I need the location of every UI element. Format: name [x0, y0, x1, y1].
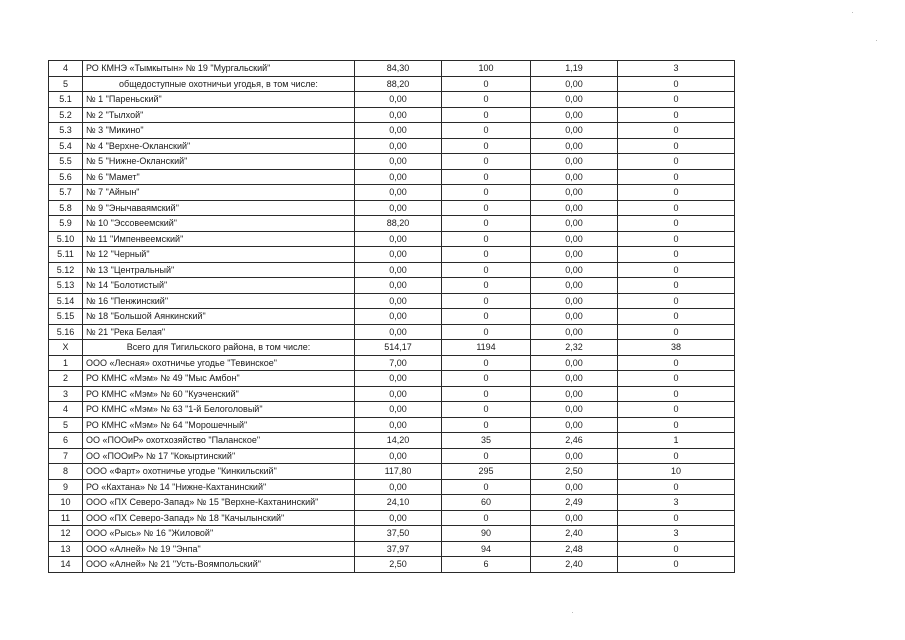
row-number-cell: 2 [49, 371, 83, 387]
table-row [49, 138, 735, 154]
row-density-cell: 0,00 [531, 138, 618, 154]
row-area-cell: 0,00 [355, 185, 442, 201]
row-area-cell: 0,00 [355, 169, 442, 185]
row-number-cell: 5.12 [49, 262, 83, 278]
row-density-cell: 2,40 [531, 526, 618, 542]
table-row [49, 541, 735, 557]
table-row [49, 526, 735, 542]
row-quota-cell: 0 [618, 231, 735, 247]
row-count-cell: 0 [442, 92, 531, 108]
row-density-cell: 2,50 [531, 464, 618, 480]
table-row [49, 495, 735, 511]
table-row [49, 200, 735, 216]
row-count-cell: 0 [442, 231, 531, 247]
row-density-cell: 0,00 [531, 324, 618, 340]
scan-speck [876, 40, 877, 41]
row-quota-cell: 0 [618, 262, 735, 278]
row-count-cell: 100 [442, 61, 531, 77]
row-quota-cell: 0 [618, 557, 735, 573]
row-number-cell: 9 [49, 479, 83, 495]
row-quota-cell: 0 [618, 309, 735, 325]
row-name-cell: общедоступные охотничьи угодья, в том числе: [83, 76, 355, 92]
row-count-cell: 0 [442, 355, 531, 371]
row-name-cell: № 14 "Болотистый" [83, 278, 355, 294]
row-count-cell: 0 [442, 309, 531, 325]
row-number-cell: 5.13 [49, 278, 83, 294]
hunting-grounds-table [48, 60, 735, 573]
row-density-cell: 0,00 [531, 76, 618, 92]
row-density-cell: 2,48 [531, 541, 618, 557]
row-quota-cell: 0 [618, 92, 735, 108]
table-row [49, 371, 735, 387]
row-quota-cell: 1 [618, 433, 735, 449]
row-number-cell: 14 [49, 557, 83, 573]
row-number-cell: 5.5 [49, 154, 83, 170]
row-name-cell: № 16 "Пенжинский" [83, 293, 355, 309]
row-quota-cell: 0 [618, 138, 735, 154]
row-count-cell: 0 [442, 216, 531, 232]
row-area-cell: 0,00 [355, 371, 442, 387]
row-name-cell: Всего для Тигильского района, в том числе: [83, 340, 355, 356]
row-name-cell: № 4 "Верхне-Окланский" [83, 138, 355, 154]
row-area-cell: 0,00 [355, 231, 442, 247]
row-density-cell: 2,40 [531, 557, 618, 573]
table-row [49, 510, 735, 526]
table-row [49, 61, 735, 77]
row-count-cell: 295 [442, 464, 531, 480]
row-area-cell: 0,00 [355, 138, 442, 154]
table-row [49, 169, 735, 185]
row-number-cell: 11 [49, 510, 83, 526]
row-quota-cell: 0 [618, 417, 735, 433]
row-count-cell: 0 [442, 371, 531, 387]
row-name-cell: № 6 "Мамет" [83, 169, 355, 185]
row-count-cell: 0 [442, 324, 531, 340]
row-name-cell: № 1 "Пареньский" [83, 92, 355, 108]
row-area-cell: 24,10 [355, 495, 442, 511]
row-quota-cell: 10 [618, 464, 735, 480]
row-area-cell: 0,00 [355, 386, 442, 402]
row-quota-cell: 0 [618, 123, 735, 139]
row-number-cell: 5.4 [49, 138, 83, 154]
row-area-cell: 0,00 [355, 278, 442, 294]
row-density-cell: 0,00 [531, 278, 618, 294]
row-area-cell: 37,50 [355, 526, 442, 542]
row-count-cell: 0 [442, 123, 531, 139]
row-number-cell: 1 [49, 355, 83, 371]
row-name-cell: ОО «ПООиР» № 17 "Кокыртинский" [83, 448, 355, 464]
row-area-cell: 0,00 [355, 417, 442, 433]
row-number-cell: 12 [49, 526, 83, 542]
row-area-cell: 84,30 [355, 61, 442, 77]
table-row [49, 340, 735, 356]
row-number-cell: 5.6 [49, 169, 83, 185]
row-density-cell: 0,00 [531, 448, 618, 464]
row-quota-cell: 3 [618, 61, 735, 77]
row-area-cell: 0,00 [355, 448, 442, 464]
row-name-cell: РО КМНЭ «Тымкытын» № 19 "Мургальский" [83, 61, 355, 77]
row-quota-cell: 38 [618, 340, 735, 356]
row-density-cell: 2,32 [531, 340, 618, 356]
row-quota-cell: 0 [618, 107, 735, 123]
row-name-cell: ООО «Рысь» № 16 "Жиловой" [83, 526, 355, 542]
row-area-cell: 0,00 [355, 247, 442, 263]
row-name-cell: № 2 "Тылхой" [83, 107, 355, 123]
row-name-cell: РО КМНС «Мэм» № 60 "Куэченский" [83, 386, 355, 402]
row-name-cell: РО КМНС «Мэм» № 63 "1-й Белоголовый" [83, 402, 355, 418]
table-row [49, 402, 735, 418]
row-count-cell: 0 [442, 76, 531, 92]
row-area-cell: 0,00 [355, 510, 442, 526]
row-density-cell: 0,00 [531, 92, 618, 108]
row-number-cell: 13 [49, 541, 83, 557]
row-count-cell: 0 [442, 448, 531, 464]
row-number-cell: 5.10 [49, 231, 83, 247]
row-number-cell: 5.9 [49, 216, 83, 232]
row-count-cell: 35 [442, 433, 531, 449]
row-count-cell: 0 [442, 154, 531, 170]
document-sheet [48, 60, 735, 573]
row-number-cell: 5.15 [49, 309, 83, 325]
row-density-cell: 0,00 [531, 123, 618, 139]
row-name-cell: № 21 "Река Белая" [83, 324, 355, 340]
row-number-cell: 10 [49, 495, 83, 511]
table-row [49, 92, 735, 108]
row-quota-cell: 0 [618, 386, 735, 402]
row-name-cell: № 12 "Черный" [83, 247, 355, 263]
row-name-cell: ООО «Фарт» охотничье угодье "Кинкильский" [83, 464, 355, 480]
row-number-cell: 5.7 [49, 185, 83, 201]
row-count-cell: 94 [442, 541, 531, 557]
row-name-cell: № 3 "Микино" [83, 123, 355, 139]
row-name-cell: РО «Кахтана» № 14 "Нижне-Кахтанинский" [83, 479, 355, 495]
table-row [49, 479, 735, 495]
row-number-cell: 8 [49, 464, 83, 480]
table-row [49, 433, 735, 449]
row-number-cell: 5 [49, 76, 83, 92]
row-density-cell: 0,00 [531, 386, 618, 402]
row-name-cell: РО КМНС «Мэм» № 64 "Морошечный" [83, 417, 355, 433]
row-area-cell: 2,50 [355, 557, 442, 573]
row-quota-cell: 0 [618, 200, 735, 216]
row-name-cell: ООО «Алней» № 21 "Усть-Воямпольский" [83, 557, 355, 573]
row-count-cell: 0 [442, 510, 531, 526]
row-quota-cell: 0 [618, 169, 735, 185]
row-area-cell: 0,00 [355, 123, 442, 139]
row-count-cell: 0 [442, 417, 531, 433]
row-density-cell: 0,00 [531, 216, 618, 232]
row-count-cell: 0 [442, 185, 531, 201]
row-area-cell: 0,00 [355, 200, 442, 216]
row-density-cell: 2,46 [531, 433, 618, 449]
row-quota-cell: 0 [618, 247, 735, 263]
row-density-cell: 0,00 [531, 479, 618, 495]
row-quota-cell: 0 [618, 541, 735, 557]
row-name-cell: № 10 "Эссовеемский" [83, 216, 355, 232]
row-density-cell: 0,00 [531, 510, 618, 526]
table-row [49, 355, 735, 371]
row-count-cell: 0 [442, 138, 531, 154]
row-area-cell: 0,00 [355, 402, 442, 418]
row-number-cell: 7 [49, 448, 83, 464]
row-density-cell: 0,00 [531, 417, 618, 433]
row-area-cell: 88,20 [355, 76, 442, 92]
row-quota-cell: 0 [618, 185, 735, 201]
table-row [49, 324, 735, 340]
row-density-cell: 0,00 [531, 107, 618, 123]
row-area-cell: 514,17 [355, 340, 442, 356]
row-quota-cell: 0 [618, 355, 735, 371]
table-row [49, 216, 735, 232]
row-quota-cell: 0 [618, 402, 735, 418]
row-quota-cell: 0 [618, 293, 735, 309]
row-number-cell: 5 [49, 417, 83, 433]
row-count-cell: 0 [442, 169, 531, 185]
row-area-cell: 117,80 [355, 464, 442, 480]
row-name-cell: № 7 "Айнын" [83, 185, 355, 201]
row-density-cell: 0,00 [531, 185, 618, 201]
row-density-cell: 0,00 [531, 309, 618, 325]
row-quota-cell: 0 [618, 371, 735, 387]
row-count-cell: 90 [442, 526, 531, 542]
row-area-cell: 0,00 [355, 92, 442, 108]
row-name-cell: ОО «ПООиР» охотхозяйство "Паланское" [83, 433, 355, 449]
scan-speck [572, 612, 573, 613]
row-area-cell: 14,20 [355, 433, 442, 449]
table-row [49, 278, 735, 294]
row-count-cell: 0 [442, 107, 531, 123]
row-density-cell: 2,49 [531, 495, 618, 511]
table-row [49, 309, 735, 325]
row-number-cell: X [49, 340, 83, 356]
row-area-cell: 0,00 [355, 262, 442, 278]
row-area-cell: 7,00 [355, 355, 442, 371]
table-row [49, 262, 735, 278]
row-quota-cell: 0 [618, 154, 735, 170]
row-name-cell: ООО «ПХ Северо-Запад» № 15 "Верхне-Кахтанинский" [83, 495, 355, 511]
row-name-cell: РО КМНС «Мэм» № 49 "Мыс Амбон" [83, 371, 355, 387]
row-area-cell: 0,00 [355, 293, 442, 309]
row-density-cell: 0,00 [531, 262, 618, 278]
table-row [49, 293, 735, 309]
row-quota-cell: 0 [618, 76, 735, 92]
row-density-cell: 0,00 [531, 371, 618, 387]
row-quota-cell: 0 [618, 216, 735, 232]
row-area-cell: 0,00 [355, 324, 442, 340]
row-name-cell: ООО «Алней» № 19 "Энпа" [83, 541, 355, 557]
row-number-cell: 5.11 [49, 247, 83, 263]
table-row [49, 154, 735, 170]
row-name-cell: № 18 "Большой Аянкинский" [83, 309, 355, 325]
row-area-cell: 0,00 [355, 479, 442, 495]
scan-speck [852, 12, 853, 13]
row-density-cell: 0,00 [531, 247, 618, 263]
row-count-cell: 0 [442, 200, 531, 216]
table-body [49, 61, 735, 573]
row-count-cell: 0 [442, 262, 531, 278]
table-row [49, 76, 735, 92]
row-quota-cell: 0 [618, 448, 735, 464]
row-name-cell: ООО «ПХ Северо-Запад» № 18 "Качылынский" [83, 510, 355, 526]
table-row [49, 464, 735, 480]
row-quota-cell: 3 [618, 495, 735, 511]
row-name-cell: № 9 "Энычаваямский" [83, 200, 355, 216]
table-row [49, 557, 735, 573]
row-count-cell: 0 [442, 479, 531, 495]
row-name-cell: № 11 "Импенвеемский" [83, 231, 355, 247]
row-area-cell: 88,20 [355, 216, 442, 232]
table-row [49, 247, 735, 263]
row-density-cell: 0,00 [531, 231, 618, 247]
table-row [49, 417, 735, 433]
row-number-cell: 5.3 [49, 123, 83, 139]
row-count-cell: 6 [442, 557, 531, 573]
row-count-cell: 0 [442, 293, 531, 309]
table-row [49, 448, 735, 464]
row-area-cell: 37,97 [355, 541, 442, 557]
row-area-cell: 0,00 [355, 154, 442, 170]
row-number-cell: 4 [49, 402, 83, 418]
table-row [49, 231, 735, 247]
row-number-cell: 6 [49, 433, 83, 449]
row-quota-cell: 0 [618, 324, 735, 340]
row-number-cell: 5.2 [49, 107, 83, 123]
row-quota-cell: 3 [618, 526, 735, 542]
row-count-cell: 0 [442, 402, 531, 418]
row-density-cell: 0,00 [531, 169, 618, 185]
row-density-cell: 0,00 [531, 355, 618, 371]
row-number-cell: 5.16 [49, 324, 83, 340]
row-number-cell: 3 [49, 386, 83, 402]
table-row [49, 185, 735, 201]
row-count-cell: 60 [442, 495, 531, 511]
row-density-cell: 0,00 [531, 200, 618, 216]
row-number-cell: 5.8 [49, 200, 83, 216]
table-row [49, 107, 735, 123]
table-row [49, 123, 735, 139]
row-name-cell: № 13 "Центральный" [83, 262, 355, 278]
row-count-cell: 1194 [442, 340, 531, 356]
row-density-cell: 0,00 [531, 154, 618, 170]
row-quota-cell: 0 [618, 278, 735, 294]
table-row [49, 386, 735, 402]
row-density-cell: 1,19 [531, 61, 618, 77]
row-number-cell: 4 [49, 61, 83, 77]
row-count-cell: 0 [442, 247, 531, 263]
row-density-cell: 0,00 [531, 293, 618, 309]
row-area-cell: 0,00 [355, 309, 442, 325]
row-number-cell: 5.1 [49, 92, 83, 108]
row-name-cell: № 5 "Нижне-Окланский" [83, 154, 355, 170]
row-count-cell: 0 [442, 278, 531, 294]
row-density-cell: 0,00 [531, 402, 618, 418]
row-count-cell: 0 [442, 386, 531, 402]
row-name-cell: ООО «Лесная» охотничье угодье "Тевинское" [83, 355, 355, 371]
row-area-cell: 0,00 [355, 107, 442, 123]
row-quota-cell: 0 [618, 510, 735, 526]
row-quota-cell: 0 [618, 479, 735, 495]
row-number-cell: 5.14 [49, 293, 83, 309]
